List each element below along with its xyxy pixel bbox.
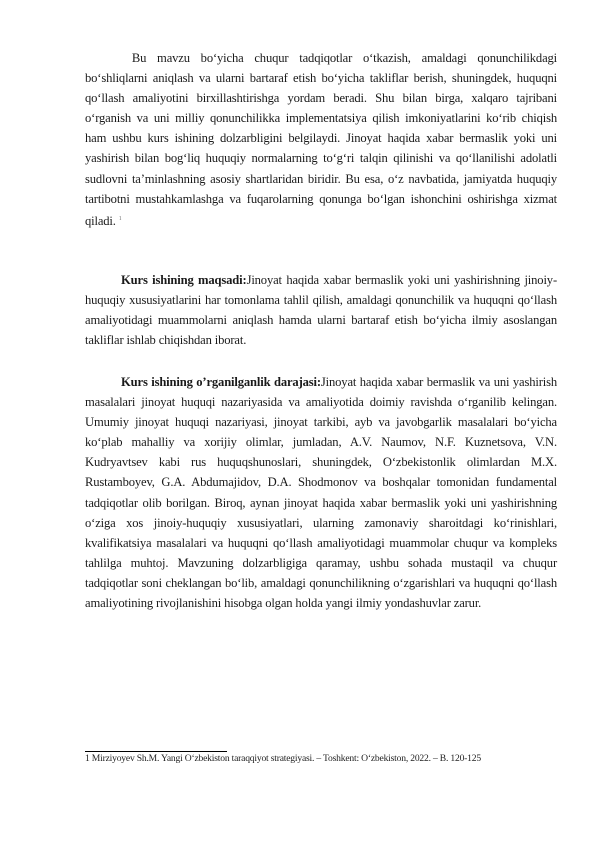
paragraph-study-level — [85, 372, 557, 613]
section-heading: Kurs ishining maqsadi: — [121, 273, 247, 287]
paragraph-relevance — [85, 48, 557, 231]
footnote: 1 Mirziyoyev Sh.M. Yangi O‘zbekiston taraqqiyot strategiyasi. – Toshkent: O‘zbekiston, 2022. – B. 120-125 — [85, 753, 481, 764]
paragraph-goal — [85, 270, 557, 350]
footnote-reference: 1 — [118, 215, 122, 222]
paragraph-text: Jinoyat haqida xabar bermaslik yoki uni yashirishning jinoiy-huquqiy xususiyatlarini har tomonlama tahlil qilish, amaldagi qonunchilik va huquqni qo‘llash amaliyotidagi muammolarni aniqlash hamda ularni bartaraf etish bo‘yicha ilmiy asoslangan takliflar ishlab chiqishdan iborat. — [85, 273, 557, 348]
paragraph-text: Bu mavzu bo‘yicha chuqur tadqiqotlar o‘tkazish, amaldagi qonunchilikdagi bo‘shliqlarni aniqlash va ularni bartaraf etish bo‘yicha takliflar berish, shuningdek, huquqni qo‘llash amaliyotini birxillashtirishga yordam beradi. Shu bilan birga, xalqaro tajribani o‘rganish va uni milliy qonunchilikka implementatsiya qilish imkoniyatlarini ko‘rib chiqish ham ushbu kurs ishining dolzarbligini belgilaydi. Jinoyat haqida xabar bermaslik yoki uni yashirish bilan bog‘liq huquqiy normalarning to‘g‘ri talqin qilinishi va qo‘llanilishi adolatli sudlovni ta’minlashning asosiy shartlaridan biridir. Bu esa, o‘z navbatida, jamiyatda huquqiy tartibotni mustahkamlashga va fuqarolarning qonunga bo‘lgan ishonchini oshirishga xizmat qiladi. — [85, 51, 557, 228]
paragraph-text: Jinoyat haqida xabar bermaslik va uni yashirish masalalari jinoyat huquqi nazariyasida va amaliyotida doimiy ravishda o‘rganilib kelingan. Umumiy jinoyat huquqi nazariyasi, jinoyat tarkibi, ayb va javobgarlik masalalari bo‘yicha ko‘plab mahalliy va xorijiy olimlar, jumladan, A.V. Naumov, N.F. Kuznetsova, V.N. Kudryavtsev kabi rus huquqshunoslari, shuningdek, O‘zbekistonlik olimlardan M.X. Rustamboyev, G.A. Abdumajidov, D.A. Shodmonov va boshqalar tomonidan fundamental tadqiqotlar olib borilgan. Biroq, aynan jinoyat haqida xabar bermaslik yoki uni yashirishning o‘ziga xos jinoiy-huquqiy xususiyatlari, ularning zamonaviy sharoitdagi ko‘rinishlari, kvalifikatsiya masalalari va huquqni qo‘llash amaliyotidagi muammolar chuqur va kompleks tahlilga muhtoj. Mavzuning dolzarbligiga qaramay, ushbu sohada mustaqil va chuqur tadqiqotlar soni cheklangan bo‘lib, amaldagi qonunchilikning o‘zgarishlari va huquqni qo‘llash amaliyotining rivojlanishini hisobga olgan holda yangi ilmiy yondashuvlar zarur. — [85, 375, 557, 611]
section-heading: Kurs ishining o’rganilganlik darajasi: — [121, 375, 321, 389]
